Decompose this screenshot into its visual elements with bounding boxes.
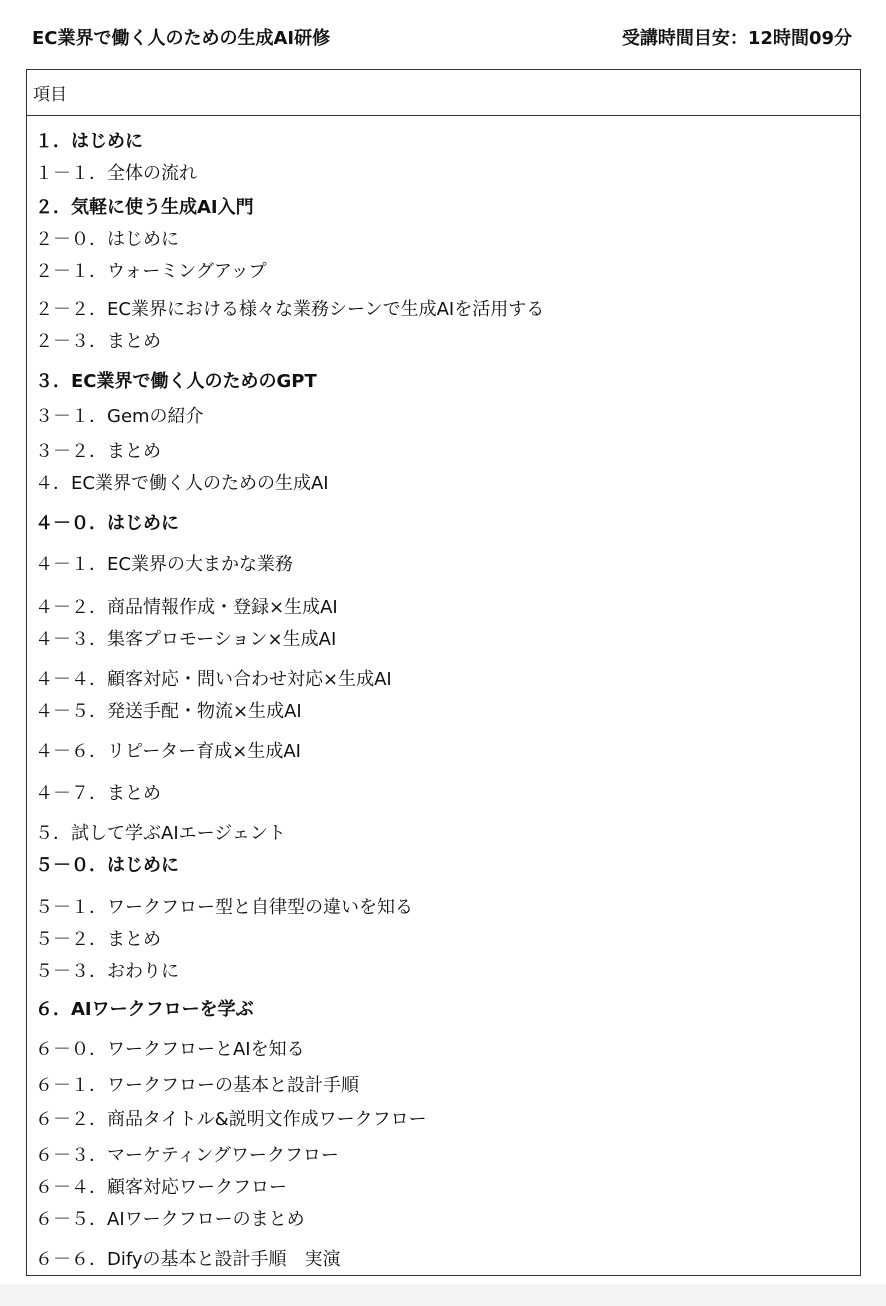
curriculum-row: ４．EC業界で働く人のための生成AI <box>35 473 329 494</box>
curriculum-row: ６－１．ワークフローの基本と設計手順 <box>35 1075 359 1096</box>
curriculum-row: ４－４．顧客対応・問い合わせ対応×生成AI <box>35 669 392 690</box>
page-header <box>0 0 886 70</box>
curriculum-row: ６－２．商品タイトル&説明文作成ワークフロー <box>35 1109 427 1130</box>
curriculum-row: ４－５．発送手配・物流×生成AI <box>35 701 302 722</box>
curriculum-row: ６－０．ワークフローとAIを知る <box>35 1039 305 1060</box>
curriculum-row: ６－６．Difyの基本と設計手順 実演 <box>35 1249 341 1270</box>
curriculum-table <box>26 69 861 1276</box>
course-title: EC業界で働く人のための生成AI研修 <box>32 28 331 49</box>
curriculum-row: ４－６．リピーター育成×生成AI <box>35 741 301 762</box>
curriculum-row: ２．気軽に使う生成AI入門 <box>35 197 254 218</box>
curriculum-row: ２－０．はじめに <box>35 229 179 250</box>
curriculum-row: ５．試して学ぶAIエージェント <box>35 823 286 844</box>
curriculum-row: ５－０．はじめに <box>35 855 179 876</box>
curriculum-row: ４－２．商品情報作成・登録×生成AI <box>35 597 338 618</box>
curriculum-row: ６．AIワークフローを学ぶ <box>35 999 254 1020</box>
curriculum-row: １．はじめに <box>35 131 143 152</box>
curriculum-row: ２－２．EC業界における様々な業務シーンで生成AIを活用する <box>35 299 545 320</box>
curriculum-row: ２－１．ウォーミングアップ <box>35 261 267 282</box>
curriculum-row: ３－１．Gemの紹介 <box>35 406 204 427</box>
curriculum-row: ５－２．まとめ <box>35 929 161 950</box>
curriculum-row: ６－３．マーケティングワークフロー <box>35 1145 339 1166</box>
curriculum-row: １－１．全体の流れ <box>35 163 197 184</box>
table-column-header: 項目 <box>27 70 860 116</box>
curriculum-row: ６－４．顧客対応ワークフロー <box>35 1177 287 1198</box>
curriculum-row: ４－３．集客プロモーション×生成AI <box>35 629 337 650</box>
curriculum-row: ４－１．EC業界の大まかな業務 <box>35 554 293 575</box>
course-duration: 受講時間目安：12時間09分 <box>621 28 852 49</box>
page-footer-strip <box>0 1284 886 1306</box>
curriculum-row: ４－７．まとめ <box>35 783 161 804</box>
curriculum-row: ５－１．ワークフロー型と自律型の違いを知る <box>35 897 413 918</box>
curriculum-row: ３－２．まとめ <box>35 441 161 462</box>
curriculum-row: ３．EC業界で働く人のためのGPT <box>35 371 317 392</box>
curriculum-row: ６－５．AIワークフローのまとめ <box>35 1209 305 1230</box>
curriculum-row: ２－３．まとめ <box>35 331 161 352</box>
curriculum-row: ５－３．おわりに <box>35 961 179 982</box>
curriculum-row: ４－０．はじめに <box>35 513 179 534</box>
